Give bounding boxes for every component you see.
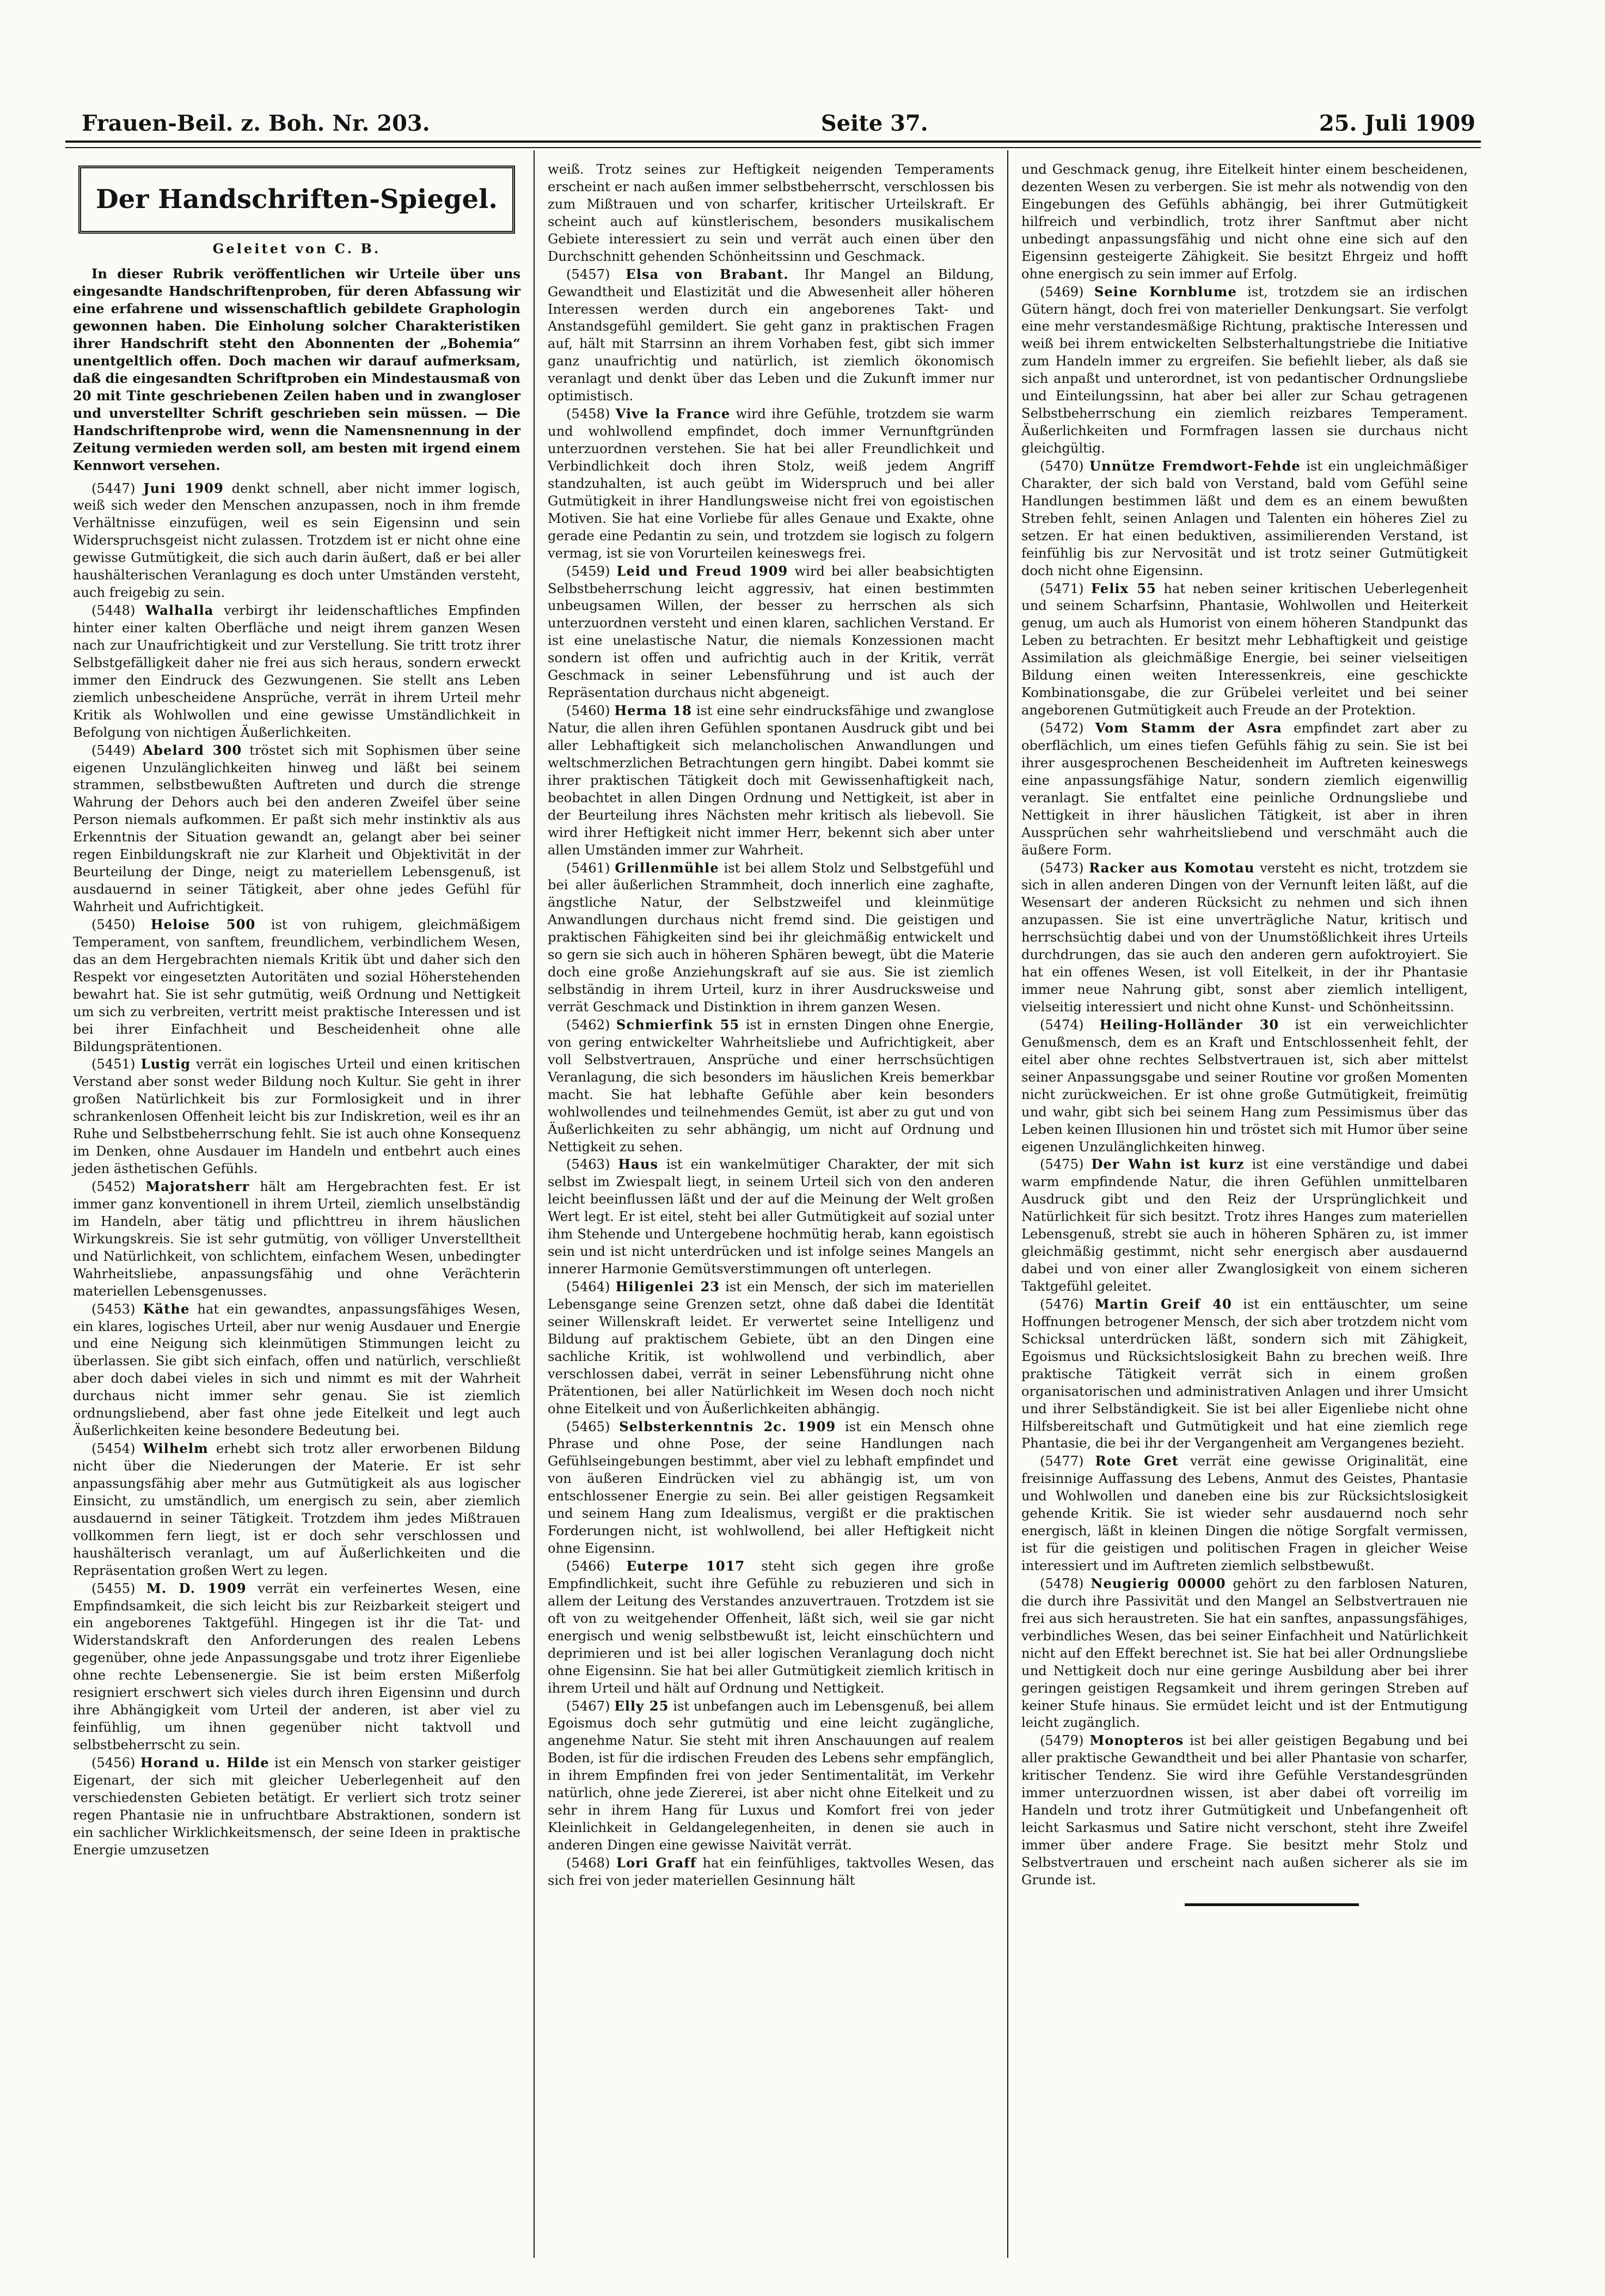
entry (73, 602, 520, 742)
entry-code: (5462) (566, 1017, 610, 1033)
entry (73, 742, 520, 916)
entry-code: (5476) (1040, 1296, 1084, 1312)
entry-code: (5467) (566, 1698, 610, 1714)
entry-text: ist von ruhigem, gleichmäßigem Temperament, von sanftem, freundlichem, verbindlichem Wesen, das an dem Hergebrachten niemals Kritik übt und daher sich den Respekt vor eingesetzten Autoritäten und sozial Höherstehenden bewahrt hat. Sie ist sehr gutmütig, weiß Ordnung und Nettigkeit um sich zu verbreiten, vertritt meist praktische Interessen und ist bei ihrer Einfachheit und Bescheidenheit ohne alle Bildungsprätentionen. (73, 917, 520, 1054)
entry-code: (5465) (566, 1419, 610, 1434)
entry-code: (5447) (91, 480, 136, 496)
entry-code: (5479) (1040, 1733, 1084, 1749)
entry-keyword: Monopteros (1089, 1732, 1184, 1749)
entry-code: (5478) (1040, 1576, 1084, 1591)
entry-code: (5469) (1040, 284, 1084, 300)
entry-keyword: Seine Kornblume (1094, 283, 1237, 300)
intro-text: In dieser Rubrik veröffentlichen wir Urteile über uns eingesandte Handschriftenproben, für deren Abfassung wir eine erfahrene und wissenschaftlich gebildete Graphologin gewonnen haben. Die Einholung solcher Charakteristiken ihrer Handschrift steht den Abonnenten der „Bohemia“ unentgeltlich offen. Doch machen wir darauf aufmerksam, daß die eingesandten Schriftproben ein Mindestausmaß von 20 mit Tinte geschriebenen Zeilen haben und in zwangloser und unverstellter Schrift geschrieben sein müssen. — Die Handschriftenprobe wird, wenn die Namensnennung in der Zeitung vermieden werden soll, am besten mit irgend einem Kennwort versehen. (73, 266, 520, 473)
entry-code: (5466) (566, 1559, 610, 1574)
entry-text: ist ein verweichlichter Genußmensch, dem es an Kraft und Entschlossenheit fehlt, der eitel aber ohne rechtes Selbstvertrauen ist, sich aber mittelst seiner Anpassungsgabe und seiner Routine vor großen Momenten nicht zurückweichen. Er ist ohne große Gutmütigkeit, freimütig und wahr, gibt sich bei seinem Hang zum Pessimismus über das Leben keinen Illusionen hin und tröstet sich mit Humor über seine eigenen Unzulänglichkeiten hinweg. (1021, 1017, 1468, 1155)
entry-keyword: Heiling-Holländer 30 (1099, 1016, 1279, 1033)
entry-keyword: Vive la France (615, 406, 731, 422)
entry-code: (5464) (566, 1279, 610, 1294)
header-rule (65, 141, 1481, 148)
entry-code: (5461) (566, 860, 610, 876)
entry-code: (5474) (1040, 1017, 1084, 1033)
entry-keyword: Haus (618, 1156, 659, 1173)
entry (548, 1016, 994, 1156)
entry-keyword: Wilhelm (143, 1440, 209, 1457)
entry-text: gehört zu den farblosen Naturen, die durch ihre Passivität und den Mangel an Selbstvertrauen nie frei aus sich heraustreten. Sie hat ein sanftes, anpassungsfähiges, verbindliches Wesen, das bei seiner Einfachheit und Natürlichkeit nicht auf den Effekt berechnet ist. Sie hat bei aller Ordnungsliebe und Nettigkeit doch nur eine geringe Ausbildung aber bei ihrer geringen geistigen Regsamkeit und ihrem geringen Streben auf keiner Stufe hinaus. Sie ermüdet leicht und ist der Entmutigung leicht zugänglich. (1021, 1576, 1468, 1731)
column-3 (1007, 150, 1481, 2258)
entry-keyword: Leid und Freud 1909 (616, 563, 788, 579)
entry (548, 702, 994, 859)
entry-keyword: Abelard 300 (143, 742, 242, 758)
entry-code: (5449) (91, 742, 136, 758)
entry-text: verrät ein logisches Urteil und einen kritischen Verstand aber sonst weder Bildung noch Kultur. Sie geht in ihrer großen Natürlichkeit bis zur Formlosigkeit und in ihrer schrankenlosen Offenheit leicht bis zur Indiskretion, weil es ihr an Ruhe und Selbstbeherrschung fehlt. Sie ist auch ohne Konsequenz im Denken, ohne Ausdauer im Handeln und entbehrt auch eines jeden ästhetischen Gefühls. (73, 1057, 520, 1177)
entry (73, 1300, 520, 1440)
entry (73, 480, 520, 602)
entry-keyword: Elly 25 (614, 1697, 669, 1714)
entry (548, 1697, 994, 1854)
byline: Geleitet von C. B. (212, 241, 381, 257)
entry (548, 1558, 994, 1697)
entry (73, 1178, 520, 1300)
entry-code: (5472) (1040, 720, 1084, 736)
entry (548, 1418, 994, 1558)
entry (73, 1580, 520, 1754)
entry-text: verrät ein verfeinertes Wesen, eine Empfindsamkeit, die sich leicht bis zur Reizbarkeit steigert und ein angeborenes Taktgefühl. Hingegen ist ihr die Tat- und Widerstandskraft den Anforderungen des realen Lebens gegenüber, ohne jede Anpassungsgabe und trotz ihrer Eigenliebe ohne rechte Lebensenergie. Sie ist beim ersten Mißerfolg resigniert erschwert sich vieles durch ihren Eigensinn und durch ihre Abhängigkeit vom Urteil der anderen, ist aber viel zu feinfühlig, um ihnen gegenüber nicht taktvoll und selbstbeherrscht zu sein. (73, 1580, 520, 1753)
entry (1021, 1452, 1468, 1575)
entry-keyword: Unnütze Fremdwort-Fehde (1089, 457, 1301, 474)
entry-code: (5473) (1040, 860, 1084, 876)
entry-keyword: Horand u. Hilde (140, 1754, 269, 1770)
intro (73, 265, 520, 474)
entry (1021, 1732, 1468, 1889)
entry-keyword: Felix 55 (1091, 580, 1156, 596)
header-date: 25. Juli 1909 (1319, 111, 1475, 136)
entry-code: (5459) (566, 563, 610, 579)
entry-text: hat neben seiner kritischen Ueberlegenheit und seinem Scharfsinn, Phantasie, Wohlwollen und Heiterkeit genug, um auch als Humorist von einem höheren Standpunkt das Leben zu betrachten. Er besitzt mehr Lebhaftigkeit und geistige Assimilation als gleichmäßige Energie, bei seiner vielseitigen Bildung einen weiten Interessenkreis, eine geschickte Kombinationsgabe, die zur Grübelei verleitet und bei seiner angeborenen Gutmütigkeit auch Freude an der Protektion. (1021, 581, 1468, 718)
entry-code: (5451) (91, 1057, 136, 1072)
entry (548, 1854, 994, 1890)
entry-code: (5470) (1040, 458, 1084, 474)
entry (548, 859, 994, 1016)
entry-text: ist bei aller geistigen Begabung und bei aller praktische Gewandtheit und bei aller Phantasie von scharfer, kritischer Tendenz. Sie wird ihre Gefühle Verstandesgründen immer unterzuordnen wissen, ist aber dabei oft vorreilig im Handeln und trotz ihrer Gutmütigkeit und Unbefangenheit oft leicht Sarkasmus und Satire nicht verschont, steht ihre Zweifel immer über andere Frage. Sie besitzt mehr Stolz und Selbstvertrauen und erscheint nach außen sicherer als sie im Grunde ist. (1021, 1733, 1468, 1888)
entry-keyword: Racker aus Komotau (1089, 859, 1255, 876)
entry (1021, 1575, 1468, 1732)
entry (548, 405, 994, 562)
entry (73, 1754, 520, 1859)
entry-code: (5458) (566, 406, 610, 422)
entry (1021, 1156, 1468, 1296)
entry-text: ist ein Mensch von starker geistiger Eigenart, der sich mit gleicher Ueberlegenheit auf den verschiedensten Gebieten betätigt. Er verliert sich trotz seiner regen Phantasie nie in unfruchtbare Abstraktionen, sondern ist ein sachlicher Wirklichkeitsmensch, der seine Ideen in praktische Energie umzusetzen (73, 1755, 520, 1858)
section-title-box (78, 166, 515, 234)
entry (1021, 580, 1468, 720)
entry (73, 916, 520, 1056)
entry-keyword: Käthe (143, 1300, 190, 1317)
entry-keyword: Vom Stamm der Asra (1095, 720, 1282, 736)
entry-code: (5452) (91, 1179, 136, 1195)
entry-keyword: Majoratsherr (145, 1178, 250, 1195)
entry-keyword: Lustig (140, 1056, 191, 1072)
entry-code: (5455) (91, 1580, 136, 1596)
entry-text: ist ein wankelmütiger Charakter, der mit sich selbst im Zwiespalt liegt, in seinem Urteil sich von den anderen leicht beeinflussen läßt und der auf die Meinung der Welt großen Wert legt. Er ist eitel, steht bei aller Gutmütigkeit auf sozial unter ihm Stehende und Untergebene hochmütig herab, kann egoistisch sein und ist nicht unterdrücken und ist infolge seines Mangels an innerer Harmonie Gemütsverstimmungen oft unterlegen. (548, 1157, 994, 1277)
entry-text: steht sich gegen ihre große Empfindlichkeit, sucht ihre Gefühle zu rebuzieren und sich in allem der Leitung des Verstandes anzuvertrauen. Trotzdem ist sie oft von zu weitgehender Offenheit, läßt sich, weil sie gar nicht energisch und wenig selbstbewußt ist, leicht einschüchtern und deprimieren und ist bei aller logischen Veranlagung doch nicht ohne Eigensinn. Sie hat bei aller Gutmütigkeit ziemlich kritisch in ihrem Urteil und hält auf Ordnung und Nettigkeit. (548, 1559, 994, 1696)
entry-text: ist ein ungleichmäßiger Charakter, der sich bald von Verstand, bald vom Gefühl seine Handlungen bestimmen läßt und dem es an einem bewußten Streben fehlt, seinen Anlagen und Talenten ein höheres Ziel zu setzen. Er hat einen beduktiven, assimilierenden Verstand, ist feinfühlig bis zur Nervosität und ist trotz seiner Gutmütigkeit doch nicht ohne Eigensinn. (1021, 458, 1468, 578)
column-1 (60, 150, 534, 2258)
entry-code: (5463) (566, 1157, 610, 1173)
entry-keyword: Neugierig 00000 (1091, 1575, 1226, 1591)
entry-keyword: Rote Gret (1095, 1453, 1179, 1469)
entry-text: empfindet zart aber zu oberflächlich, um eines tiefen Gefühls fähig zu sein. Sie ist bei ihrer ausgesprochenen Bescheidenheit im Auftreten keineswegs eine anpassungsfähige Natur, sondern ziemlich eigenwillig veranlagt. Sie entfaltet eine peinliche Ordnungsliebe und Nettigkeit in ihrer häuslichen Tätigkeit, ist aber in ihren Aussprüchen sehr wahrheitsliebend und verschmäht auch die äußere Form. (1021, 720, 1468, 858)
column-3-lead: und Geschmack genug, ihre Eitelkeit hinter einem bescheidenen, dezenten Wesen zu verbergen. Sie ist mehr als notwendig von den Eingebungen des Gefühls abhängig, bei ihrer Gutmütigkeit hilfreich und verbindlich, trotz ihrer Sanftmut aber nicht unbedingt anpassungsfähig und nicht ohne eine sich auf den Eigensinn gesteigerte Zähigkeit. Sie besitzt Ehrgeiz und hofft ohne energisch zu sein immer auf Erfolg. (1021, 162, 1468, 282)
entry-text: denkt schnell, aber nicht immer logisch, weiß sich weder den Menschen anzupassen, noch in ihm fremde Verhältnisse einzufügen, weil es sein Eigensinn und sein Widerspruchsgeist nicht zulassen. Trotzdem ist er nicht ohne eine gewisse Gutmütigkeit, die sich auch darin äußert, daß er bei aller haushälterischen Veranlagung es doch unter Umständen versteht, auch freigebig zu sein. (73, 480, 520, 601)
entry-code: (5457) (566, 266, 610, 282)
entry-keyword: Euterpe 1017 (626, 1558, 745, 1574)
entry-text: ist unbefangen auch im Lebensgenuß, bei allem Egoismus doch sehr gutmütig und eine leicht zugängliche, angenehme Natur. Sie steht mit ihren Anschauungen auf realem Boden, ist für die irdischen Freuden des Lebens sehr empfänglich, in ihrem Empfinden frei von jeder Sentimentalität, im Verkehr natürlich, ohne jede Ziererei, ist aber nicht ohne Eitelkeit und zu sehr in ihrem Hang für Luxus und Komfort frei von jeder Kleinlichkeit in Geldangelegenheiten, in denen sie auch in anderen Dingen eine gewisse Naivität verrät. (548, 1698, 994, 1853)
section-title: Der Handschriften-Spiegel. (96, 184, 498, 215)
entry-code: (5471) (1040, 581, 1084, 596)
entry (1021, 1296, 1468, 1452)
entry-text: ist in ernsten Dingen ohne Energie, von gering entwickelter Wahrheitsliebe und Aufrichtigkeit, aber voll Selbstvertrauen, Ansprüche und einer herrschsüchtigen Veranlagung, die sich besonders im häuslichen Kreis bemerkbar macht. Sie hat lebhafte Gefühle aber kein besonders wohlwollendes und teilnehmendes Gemüt, ist aber zu gut und von Äußerlichkeiten zu sehr abhängig, um nicht auf Ordnung und Nettigkeit zu sehen. (548, 1017, 994, 1155)
entry-keyword: M. D. 1909 (146, 1580, 247, 1596)
end-rule (1185, 1903, 1359, 1906)
entry-code: (5450) (91, 917, 136, 932)
entry-text: ist eine sehr eindrucksfähige und zwanglose Natur, die allen ihren Gefühlen spontanen Ausdruck gibt und bei aller Lebhaftigkeit sich melancholischen Anwandlungen und weltschmerzlichen Betrachtungen gern hingibt. Dabei kommt sie ihrer praktischen Tätigkeit doch mit Gewissenhaftigkeit nach, beobachtet in allen Dingen Ordnung und Nettigkeit, ist aber in der Beurteilung ihres Nächsten mehr kritisch als liebevoll. Sie wird ihrer Heftigkeit nicht immer Herr, bekennt sich aber unter allen Umständen immer zur Wahrheit. (548, 703, 994, 858)
entry-text: wird ihre Gefühle, trotzdem sie warm und wohlwollend empfindet, doch immer Vernunftgründen unterzuordnen verstehen. Sie hat bei aller Freundlichkeit und Verbindlichkeit doch ihren Stolz, weiß jedem Angriff standzuhalten, ist auch geübt im Widerspruch und bei aller Gutmütigkeit in ihrer Handlungsweise nicht frei von egoistischen Motiven. Sie hat eine Vorliebe für alles Genaue und Exakte, ohne gerade eine Pedantin zu sein, und trotzdem sie logisch zu folgern vermag, ist sie von Vorurteilen keineswegs frei. (548, 406, 994, 561)
entry (1021, 283, 1468, 457)
entry-keyword: Elsa von Brabant. (626, 266, 789, 282)
entry-text: ist eine verständige und dabei warm empfindende Natur, die ihren Gefühlen unmittelbaren Ausdruck gibt und den Reiz der Ursprünglichkeit und Natürlichkeit für sich besitzt. Trotz ihres Hanges zum materiellen Lebensgenuß, strebt sie auch in höheren Sphären zu, ist immer gleichmäßig gestimmt, nicht sehr energisch aber ausdauernd dabei und von einer aller Zwanglosigkeit von einem sicheren Taktgefühl geleitet. (1021, 1157, 1468, 1294)
column-2 (534, 150, 1007, 2258)
entry (1021, 457, 1468, 580)
entry-text: hat ein gewandtes, anpassungsfähiges Wesen, ein klares, logisches Urteil, aber nur wenig Ausdauer und Energie und eine Neigung sich kleinmütigen Stimmungen leicht zu überlassen. Sie gibt sich einfach, offen und natürlich, verschließt aber doch dabei vieles in sich und nimmt es mit der Wahrheit durchaus nicht immer sehr genau. Sie ist ziemlich ordnungsliebend, aber fast ohne jede Eitelkeit und legt auch Äußerlichkeiten keine besondere Bedeutung bei. (73, 1301, 520, 1439)
entry-text: wird bei aller beabsichtigten Selbstbeherrschung leicht aggressiv, hat einen bestimmten unbeugsamen Willen, der besser zu herrschen als sich unterzuordnen versteht und einen klaren, sachlichen Verstand. Er ist eine unelastische Natur, die niemals Konzessionen macht sondern ist offen und aufrichtig auch in der Kritik, verrät Geschmack in seiner Lebensführung und ist auch der Repräsentation durchaus nicht abgeneigt. (548, 563, 994, 701)
entry-code: (5475) (1040, 1157, 1084, 1173)
entry-text: versteht es nicht, trotzdem sie sich in allen anderen Dingen von der Vernunft leiten läßt, auf die Wesensart der anderen Rücksicht zu nehmen und sich ihnen anzupassen. Sie ist eine unverträgliche Natur, kritisch und herrschsüchtig dabei und von der Unumstößlichkeit ihres Urteils durchdrungen, das sie auch den anderen gern aufoktroyiert. Sie hat ein offenes Wesen, ist voll Eitelkeit, in der ihr Phantasie immer neue Nahrung gibt, sonst aber ziemlich intelligent, vielseitig interessiert und nicht ohne Kunst- und Schönheitssinn. (1021, 860, 1468, 1015)
entry (1021, 859, 1468, 1016)
entry (73, 1055, 520, 1178)
entry-text: verbirgt ihr leidenschaftliches Empfinden hinter einer kalten Oberfläche und neigt ihrem ganzen Wesen nach zur Unaufrichtigkeit und zur Verstellung. Sie tritt trotz ihrer Selbstgefälligkeit daher nie frei aus sich heraus, sondern erweckt immer den Eindruck des Gezwungenen. Sie stellt ans Leben ziemlich unbescheidene Ansprüche, verrät in ihrem Urteil mehr Kritik als Wohlwollen und eine gewisse Umständlichkeit in Befolgung von nichtigen Äußerlichkeiten. (73, 603, 520, 740)
entry-code: (5453) (91, 1301, 136, 1317)
entry-keyword: Selbsterkenntnis 2c. 1909 (619, 1418, 836, 1434)
entry-code: (5456) (91, 1755, 136, 1770)
entry-keyword: Heloise 500 (150, 916, 256, 932)
entry-code: (5448) (91, 603, 136, 619)
entry (1021, 1016, 1468, 1156)
entry (548, 1156, 994, 1278)
entry-code: (5477) (1040, 1454, 1084, 1469)
entry-keyword: Hiligenlei 23 (615, 1279, 720, 1294)
entry-text: verrät eine gewisse Originalität, eine freisinnige Auffassung des Lebens, Anmut des Geistes, Phantasie und Wohlwollen und daneben eine bis zur Rücksichtslosigkeit gehende Kritik. Sie ist wieder sehr ausdauernd noch sehr energisch, läßt in kleinen Dingen die nötige Sorgfalt vermissen, ist für die geistigen und politischen Fragen in gleicher Weise interessiert und im Auftreten ziemlich selbstbewußt. (1021, 1454, 1468, 1573)
entry-text: ist ein Mensch, der sich im materiellen Lebensgange seine Grenzen setzt, ohne daß dabei die Identität seiner Willenskraft leidet. Er verwertet seine Intelligenz und Bildung auf praktischem Gebiete, übt an den Dingen eine sachliche Kritik, ist wohlwollend und verbindlich, aber verschlossen dabei, verrät in seiner Lebensführung nicht ohne Prätentionen, bei aller Natürlichkeit im Wesen doch noch nicht ohne Eitelkeit und von Äußerlichkeiten abhängig. (548, 1279, 994, 1416)
entry-text: hält am Hergebrachten fest. Er ist immer ganz konventionell in ihrem Urteil, ziemlich unselbständig im Handeln, aber tätig und pflichttreu in ihrem häuslichen Wirkungskreis. Sie ist sehr gutmütig, von völliger Unverstelltheit und Natürlichkeit, von schlichtem, einfachem Wesen, unbedingter Wahrheitsliebe, anpassungsfähig und ohne Verächterin materiellen Lebensgenusses. (73, 1179, 520, 1299)
entry-text: hat ein feinfühliges, taktvolles Wesen, das sich frei von jeder materiellen Gesinnung hält (548, 1855, 994, 1888)
entry-code: (5468) (566, 1855, 610, 1871)
entry-keyword: Herma 18 (614, 703, 692, 719)
entry (548, 1278, 994, 1418)
columns (60, 150, 1481, 2258)
header-issue: Frauen-Beil. z. Boh. Nr. 203. (82, 111, 430, 136)
entry-keyword: Grillenmühle (615, 859, 719, 876)
entry-code: (5454) (91, 1441, 136, 1457)
entry (548, 266, 994, 406)
entry-text: ist, trotzdem sie an irdischen Gütern hängt, doch frei von materieller Denkungsart. Sie verfolgt eine mehr verstandesmäßige Richtung, praktische Interessen und weiß bei ihrem entwickelten Selbsterhaltungstriebe die Initiative zum Handeln immer zu ergreifen. Sie befiehlt lieber, als daß sie sich anpaßt und unterordnet, ist von pedantischer Ordnungsliebe und Einteilungssinn, hat aber bei aller zur Schau getragenen Selbstbeherrschung ein ziemlich reizbares Temperament. Äußerlichkeiten und Formfragen lassen sie durchaus nicht gleichgültig. (1021, 284, 1468, 456)
entry-keyword: Walhalla (145, 602, 214, 619)
entry-text: ist bei allem Stolz und Selbstgefühl und bei aller äußerlichen Strammheit, doch innerlich eine zaghafte, ängstliche Natur, der Selbstzweifel und kleinmütige Anwandlungen durchaus nicht fremd sind. Die geistigen und praktischen Fähigkeiten sind bei ihr gleichmäßig entwickelt und so gern sie sich auch in höheren Sphären bewegt, übt die Materie doch eine große Anziehungskraft auf sie aus. Sie ist ziemlich selbständig in ihrem Urteil, kurz in ihrer Ausdrucksweise und verrät Geschmack und Distinktion in ihrem ganzen Wesen. (548, 860, 994, 1015)
entry-text: tröstet sich mit Sophismen über seine eigenen Unzulänglichkeiten hinweg und läßt bei seinem strammen, selbstbewußten Auftreten und durch die strenge Wahrung der Dehors auch bei den anderen Zweifel über seine Person niemals aufkommen. Er paßt sich mehr instinktiv als aus Erkenntnis der Situation gewandt an, gelangt aber bei seiner regen Einbildungskraft nie zur Klarheit und Objektivität in der Beurteilung der Dinge, neigt zu materiellem Lebensgenuß, ist ausdauernd in seiner Tätigkeit, aber ohne jedes Gefühl für Wahrheit und Aufrichtigkeit. (73, 742, 520, 915)
column-1-entries (73, 480, 520, 1859)
page-header (82, 98, 1475, 136)
entry (1021, 719, 1468, 859)
entry-keyword: Juni 1909 (143, 480, 224, 496)
entry-keyword: Lori Graff (616, 1854, 697, 1871)
entry-text: erhebt sich trotz aller erworbenen Bildung nicht über die Niederungen der Materie. Er ist sehr anpassungsfähig aber mehr aus Gutmütigkeit als aus logischer Einsicht, zu umständlich, um energisch zu sein, aber ziemlich ausdauernd in seiner Tätigkeit. Trotzdem ihm jedes Mißtrauen vollkommen fern liegt, ist er doch sehr verschlossen und haushälterisch veranlagt, um auf Äußerlichkeiten und die Repräsentation großen Wert zu legen. (73, 1441, 520, 1578)
column-2-lead: weiß. Trotz seines zur Heftigkeit neigenden Temperaments erscheint er nach außen immer selbstbeherrscht, verschlossen bis zum Mißtrauen und von scharfer, kritischer Urteilskraft. Er scheint auch auf künstlerischem, besonders musikalischem Gebiete interessiert zu sein und verrät auch einen über den Durchschnitt gehenden Schönheitssinn und Geschmack. (548, 162, 994, 264)
entry-text: Ihr Mangel an Bildung, Gewandtheit und Elastizität und die Abwesenheit aller höheren Interessen werden durch ein angeborenes Takt- und Anstandsgefühl gemildert. Sie geht ganz in praktischen Fragen auf, hält mit Starrsinn an ihrem Vorhaben fest, gibt sich immer ganz unaufrichtig und natürlich, ist ziemlich ökonomisch veranlagt und denkt über das Leben und die Zukunft immer nur optimistisch. (548, 266, 994, 404)
entry (73, 1440, 520, 1580)
entry-keyword: Martin Greif 40 (1094, 1296, 1232, 1312)
entry-text: ist ein enttäuschter, um seine Hoffnungen betrogener Mensch, der sich aber trotzdem nicht vom Schicksal unterdrücken läßt, sondern sich mit Zähigkeit, Egoismus und Rücksichtslosigkeit Bahn zu brechen weiß. Ihre praktische Tätigkeit verrät sich in einem großen organisatorischen und administrativen Anlagen und ihrer Umsicht und ihrer Selbständigkeit. Sie ist bei aller Eigenliebe nicht ohne Hilfsbereitschaft und Gutmütigkeit und hat eine ziemlich rege Phantasie, die bei ihr der Vergangenheit am Vergangenes bezieht. (1021, 1296, 1468, 1451)
entry-keyword: Schmierfink 55 (616, 1016, 740, 1033)
entry-text: ist ein Mensch ohne Phrase und ohne Pose, der seine Handlungen nach Gefühlseingebungen bestimmt, aber viel zu lebhaft empfindet und von äußeren Eindrücken viel zu abhängig ist, um von entschlossener Energie zu sein. Bei aller geistigen Regsamkeit und seinem Hang zum Idealismus, vergißt er die praktischen Forderungen nicht, ist wohlwollend, bei aller Heftigkeit nicht ohne Eigensinn. (548, 1419, 994, 1556)
entry-keyword: Der Wahn ist kurz (1091, 1156, 1245, 1173)
entry-code: (5460) (566, 703, 610, 719)
entry (548, 563, 994, 703)
header-page-number: Seite 37. (820, 111, 928, 136)
